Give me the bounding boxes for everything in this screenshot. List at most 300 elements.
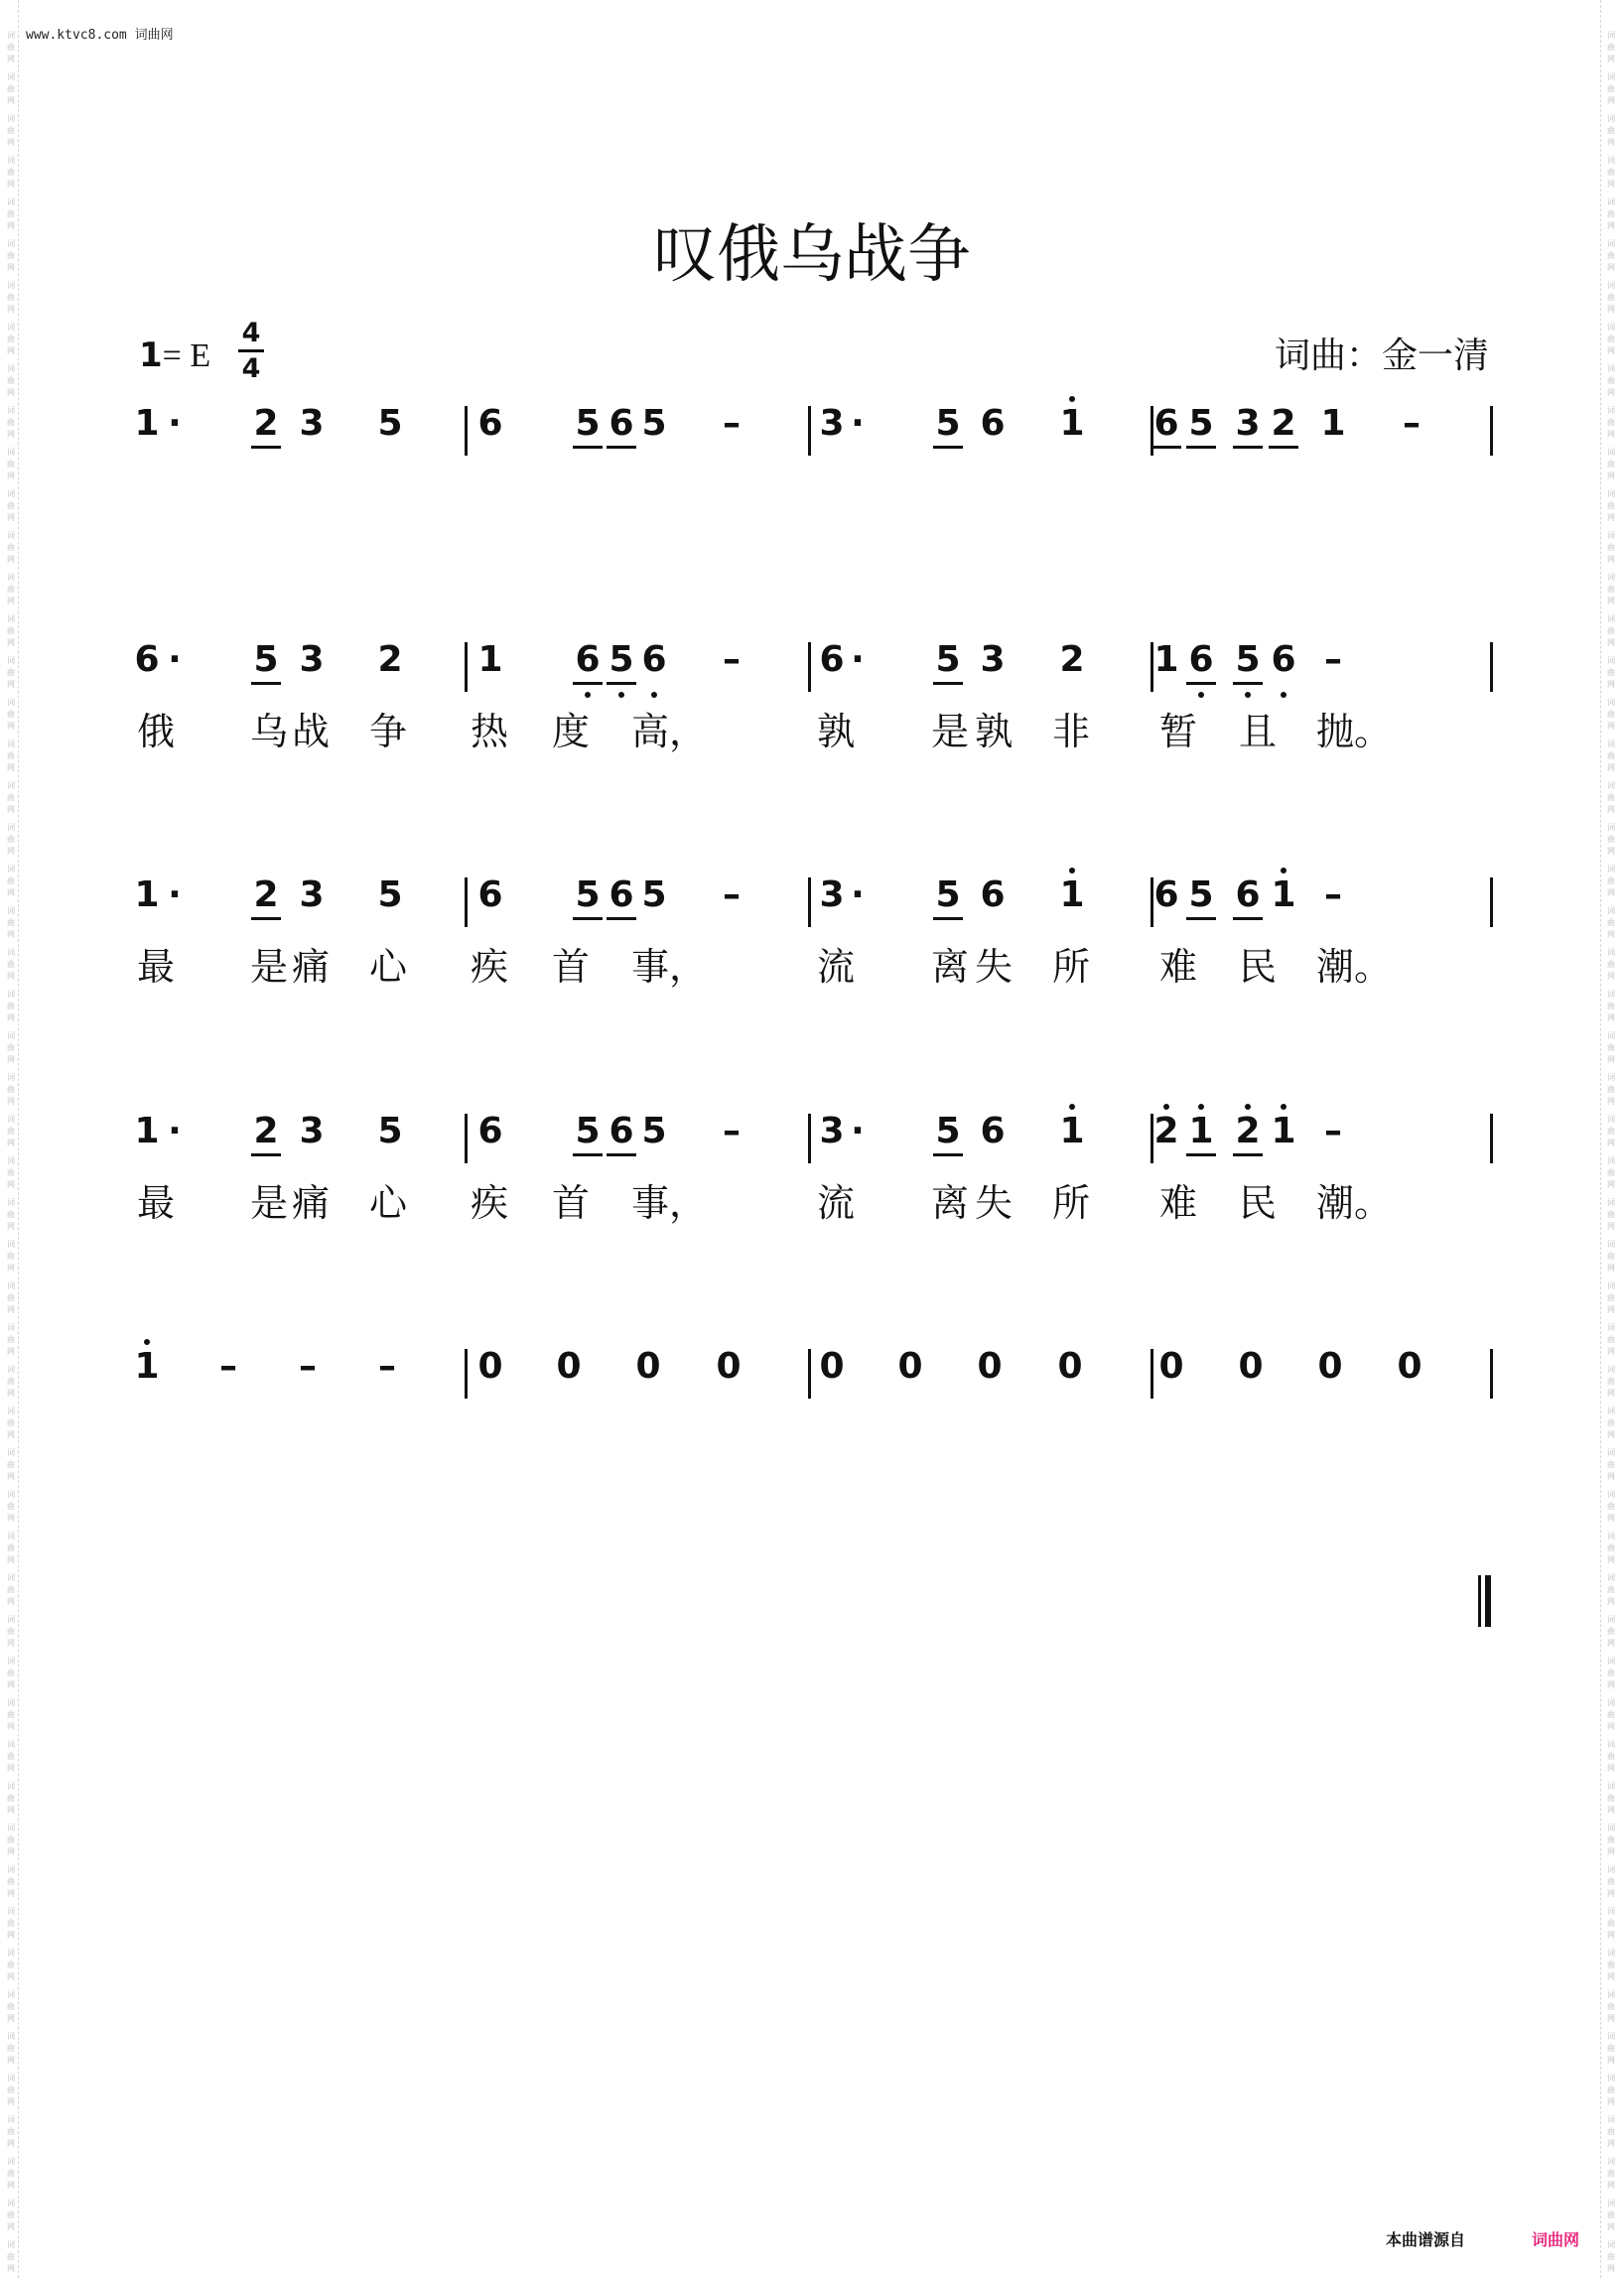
side-watermark-text: 词曲网: [7, 406, 15, 439]
barline: [465, 877, 468, 927]
side-watermark-text: 词曲网: [7, 1573, 15, 1606]
note: 1: [134, 1111, 160, 1151]
note: 5: [377, 874, 403, 915]
note: 3: [299, 403, 325, 444]
side-watermark-text: 词曲网: [1607, 2032, 1615, 2065]
side-watermark-text: 词曲网: [1607, 1907, 1615, 1940]
note: 5: [641, 1111, 667, 1151]
barline: [465, 406, 468, 456]
side-watermark-text: 词曲网: [7, 1281, 15, 1314]
side-watermark-text: 词曲网: [7, 573, 15, 605]
lyric-syllable: 是: [250, 945, 289, 989]
barline: [1150, 1349, 1153, 1399]
side-watermark-text: 词曲网: [1607, 239, 1615, 272]
note: 2: [251, 402, 281, 449]
side-watermark-text: 词曲网: [1607, 1365, 1615, 1398]
octave-dot-above: [1198, 1104, 1204, 1110]
key-signature: [139, 335, 210, 375]
note: 6: [1151, 402, 1181, 449]
final-barline-thick: [1485, 1575, 1491, 1627]
note: 2: [1269, 402, 1298, 449]
note: 3: [819, 874, 845, 915]
note: 6: [1271, 639, 1296, 680]
augmentation-dot: ·: [851, 1111, 865, 1151]
octave-dot-below: [1281, 692, 1286, 698]
side-watermark-text: 词曲网: [7, 1698, 15, 1731]
side-watermark-text: 词曲网: [7, 531, 15, 564]
note: 0: [897, 1346, 923, 1387]
side-watermark-text: 词曲网: [7, 1365, 15, 1398]
octave-dot-above: [1069, 868, 1075, 873]
side-watermark-text: 词曲网: [1607, 198, 1615, 230]
note: 5: [641, 403, 667, 444]
note: 6: [980, 1111, 1006, 1151]
side-watermark-text: 词曲网: [1607, 614, 1615, 647]
note: –: [299, 1346, 317, 1387]
source-site-link[interactable]: 词曲网: [1532, 2230, 1580, 2249]
side-watermark-text: 词曲网: [7, 990, 15, 1022]
lyric-syllable: 潮。: [1316, 945, 1393, 989]
lyric-syllable: 流: [817, 1181, 856, 1225]
barline: [465, 1349, 468, 1399]
note: 1: [1059, 403, 1085, 444]
barline: [1490, 406, 1493, 456]
note: 5: [933, 873, 963, 920]
note: 6: [477, 403, 503, 444]
note: 5: [377, 403, 403, 444]
side-watermark-text: 词曲网: [1607, 823, 1615, 856]
barline: [1490, 1349, 1493, 1399]
side-watermark-text: 词曲网: [1607, 1490, 1615, 1523]
note: 3: [819, 403, 845, 444]
lyric-syllable: 暂: [1159, 710, 1198, 753]
time-signature-bottom: 4: [241, 353, 261, 384]
side-watermark-text: 词曲网: [7, 1490, 15, 1523]
note: 1: [477, 639, 503, 680]
lyric-syllable: 首: [552, 1181, 591, 1225]
side-watermark-text: 词曲网: [7, 698, 15, 731]
note: –: [1324, 1111, 1342, 1151]
note: –: [1403, 403, 1421, 444]
side-watermark-text: 词曲网: [1607, 1407, 1615, 1439]
note: 3: [819, 1111, 845, 1151]
side-watermark-text: 词曲网: [7, 198, 15, 230]
side-watermark-text: 词曲网: [1607, 281, 1615, 314]
lyric-syllable: 且: [1239, 710, 1278, 753]
lyric-syllable: 度: [552, 710, 591, 753]
note: 3: [980, 639, 1006, 680]
note: 6: [1233, 873, 1263, 920]
note: 1: [1271, 1111, 1296, 1151]
lyric-syllable: 抛。: [1316, 710, 1393, 753]
lyric-syllable: 孰: [817, 710, 856, 753]
side-watermark-text: 词曲网: [1607, 739, 1615, 772]
side-watermark-text: 词曲网: [7, 1323, 15, 1356]
lyric-syllable: 所: [1052, 1181, 1091, 1225]
note: 1: [134, 1346, 160, 1387]
side-watermark-text: 词曲网: [7, 865, 15, 897]
side-watermark-text: 词曲网: [1607, 1740, 1615, 1773]
note: 1: [1320, 403, 1346, 444]
side-watermark-text: 词曲网: [1607, 781, 1615, 814]
side-watermark-text: 词曲网: [1607, 1323, 1615, 1356]
side-watermark-text: 词曲网: [7, 2240, 15, 2273]
note: 0: [1317, 1346, 1343, 1387]
lyric-syllable: 潮。: [1316, 1181, 1393, 1225]
side-watermark-text: 词曲网: [7, 1782, 15, 1814]
note: 6: [1186, 638, 1216, 685]
side-watermark-text: 词曲网: [7, 1115, 15, 1147]
side-watermark-text: 词曲网: [1607, 1615, 1615, 1648]
side-watermark-text: 词曲网: [7, 114, 15, 147]
lyric-syllable: 首: [552, 945, 591, 989]
note: 3: [299, 874, 325, 915]
side-watermark-text: 词曲网: [1607, 1573, 1615, 1606]
lyric-syllable: 是: [250, 1181, 289, 1225]
augmentation-dot: ·: [168, 403, 182, 444]
lyric-syllable: 事，: [631, 1181, 708, 1225]
note: 2: [1233, 1110, 1263, 1156]
side-watermark-text: 词曲网: [7, 1031, 15, 1064]
note: 6: [477, 1111, 503, 1151]
side-watermark-text: 词曲网: [7, 1532, 15, 1564]
note: 5: [607, 638, 636, 685]
note: 5: [1186, 402, 1216, 449]
note: 1: [1059, 1111, 1085, 1151]
lyric-syllable: 疾: [471, 945, 509, 989]
note: –: [723, 403, 741, 444]
note: 6: [607, 1110, 636, 1156]
time-signature-top: 4: [241, 318, 261, 348]
final-barline-thin: [1478, 1575, 1481, 1627]
octave-dot-below: [1198, 692, 1204, 698]
lyric-syllable: 心: [369, 945, 408, 989]
side-watermark-text: 词曲网: [1607, 2240, 1615, 2273]
side-watermark-text: 词曲网: [1607, 1782, 1615, 1814]
side-watermark-text: 词曲网: [1607, 1657, 1615, 1689]
note: 2: [251, 873, 281, 920]
lyric-syllable: 孰: [975, 710, 1014, 753]
note: 6: [641, 639, 667, 680]
augmentation-dot: ·: [851, 874, 865, 915]
note: 1: [134, 874, 160, 915]
note: 0: [635, 1346, 661, 1387]
note: 6: [607, 402, 636, 449]
note: 0: [1397, 1346, 1422, 1387]
side-watermark-text: 词曲网: [7, 1198, 15, 1231]
octave-dot-above: [1069, 396, 1075, 402]
side-watermark-text: 词曲网: [7, 823, 15, 856]
side-watermark-text: 词曲网: [7, 1448, 15, 1481]
side-watermark-text: 词曲网: [1607, 1115, 1615, 1147]
lyric-syllable: 乌: [250, 710, 289, 753]
side-watermark-text: 词曲网: [7, 2032, 15, 2065]
key-name: = E: [162, 337, 211, 374]
note: 0: [477, 1346, 503, 1387]
note: –: [1324, 639, 1342, 680]
song-title: 叹俄乌战争: [653, 218, 971, 292]
note: 5: [933, 638, 963, 685]
lyric-syllable: 难: [1159, 945, 1198, 989]
side-watermark-text: 词曲网: [7, 364, 15, 397]
octave-dot-above: [1069, 1104, 1075, 1110]
credit-line: 词曲：金一清: [1274, 335, 1489, 376]
side-watermark-text: 词曲网: [7, 281, 15, 314]
lyric-syllable: 是: [931, 710, 970, 753]
side-watermark-text: 词曲网: [7, 2115, 15, 2148]
side-watermark-text: 词曲网: [7, 1240, 15, 1273]
note: 5: [933, 1110, 963, 1156]
score-system: [0, 1345, 1624, 1494]
side-watermark-text: 词曲网: [7, 1948, 15, 1981]
side-watermark-text: 词曲网: [1607, 2115, 1615, 2148]
side-watermark-text: 词曲网: [7, 448, 15, 480]
lyric-syllable: 最: [137, 945, 176, 989]
side-watermark-text: 词曲网: [7, 2199, 15, 2231]
lyric-syllable: 事，: [631, 945, 708, 989]
side-watermark-text: 词曲网: [7, 156, 15, 189]
side-watermark-text: 词曲网: [1607, 698, 1615, 731]
lyric-syllable: 流: [817, 945, 856, 989]
lyric-syllable: 痛: [292, 1181, 331, 1225]
barline: [808, 406, 811, 456]
side-watermark-text: 词曲网: [1607, 2157, 1615, 2190]
note: 2: [377, 639, 403, 680]
side-watermark-text: 词曲网: [7, 2157, 15, 2190]
barline: [808, 642, 811, 692]
lyric-syllable: 非: [1052, 710, 1091, 753]
note: 3: [299, 639, 325, 680]
side-watermark-text: 词曲网: [7, 1907, 15, 1940]
note: 6: [477, 874, 503, 915]
note: –: [1324, 874, 1342, 915]
side-watermark-text: 词曲网: [7, 906, 15, 939]
octave-dot-below: [585, 692, 591, 698]
barline: [1490, 877, 1493, 927]
note: 5: [573, 1110, 603, 1156]
barline: [1150, 642, 1153, 692]
lyric-syllable: 所: [1052, 945, 1091, 989]
side-watermark-text: 词曲网: [1607, 114, 1615, 147]
side-watermark-text: 词曲网: [7, 239, 15, 272]
side-watermark-text: 词曲网: [1607, 2074, 1615, 2106]
side-watermark-text: 词曲网: [1607, 448, 1615, 480]
barline: [808, 877, 811, 927]
lyric-syllable: 失: [975, 1181, 1014, 1225]
side-watermark-text: 词曲网: [1607, 1240, 1615, 1273]
note: 5: [377, 1111, 403, 1151]
note: –: [219, 1346, 237, 1387]
barline: [808, 1114, 811, 1163]
octave-dot-above: [1245, 1104, 1251, 1110]
side-watermark-text: 词曲网: [7, 948, 15, 981]
lyric-syllable: 痛: [292, 945, 331, 989]
side-watermark-text: 词曲网: [1607, 364, 1615, 397]
octave-dot-above: [1281, 868, 1286, 873]
side-watermark-text: 词曲网: [7, 1407, 15, 1439]
side-watermark-text: 词曲网: [7, 1073, 15, 1106]
side-watermark-text: 词曲网: [1607, 1698, 1615, 1731]
note: 5: [573, 873, 603, 920]
note: 5: [641, 874, 667, 915]
lyric-syllable: 争: [369, 710, 408, 753]
note: 3: [299, 1111, 325, 1151]
side-watermark-text: 词曲网: [1607, 1948, 1615, 1981]
augmentation-dot: ·: [168, 1111, 182, 1151]
side-watermark-text: 词曲网: [1607, 1031, 1615, 1064]
augmentation-dot: ·: [851, 403, 865, 444]
lyric-syllable: 民: [1239, 945, 1278, 989]
side-watermark-text: 词曲网: [7, 1657, 15, 1689]
barline: [465, 642, 468, 692]
side-watermark-text: 词曲网: [7, 656, 15, 689]
side-watermark-text: 词曲网: [7, 1156, 15, 1189]
barline: [808, 1349, 811, 1399]
note: 6: [980, 874, 1006, 915]
side-watermark-text: 词曲网: [7, 1823, 15, 1856]
side-watermark-text: 词曲网: [1607, 1823, 1615, 1856]
side-watermark-text: 词曲网: [1607, 1990, 1615, 2023]
note: 6: [1153, 874, 1179, 915]
source-label: 本曲谱源自: [1386, 2230, 1466, 2249]
note: 0: [1158, 1346, 1184, 1387]
lyric-syllable: 离: [931, 1181, 970, 1225]
side-watermark-text: 词曲网: [1607, 323, 1615, 355]
site-url-header: www.ktvc8.com 词曲网: [26, 28, 174, 43]
side-watermark-text: 词曲网: [7, 614, 15, 647]
augmentation-dot: ·: [851, 639, 865, 680]
side-watermark-text: 词曲网: [1607, 1073, 1615, 1106]
lyric-syllable: 战: [292, 710, 331, 753]
side-watermark-text: 词曲网: [7, 739, 15, 772]
octave-dot-above: [144, 1339, 150, 1345]
side-watermark-text: 词曲网: [7, 72, 15, 105]
side-watermark-text: 词曲网: [7, 489, 15, 522]
note: 2: [251, 1110, 281, 1156]
note: 2: [1059, 639, 1085, 680]
lyric-syllable: 心: [369, 1181, 408, 1225]
note: 5: [1233, 638, 1263, 685]
side-watermark-text: 词曲网: [1607, 573, 1615, 605]
lyric-syllable: 俄: [137, 710, 176, 753]
note: –: [723, 639, 741, 680]
key-tonic: 1: [139, 335, 163, 375]
note: 5: [933, 402, 963, 449]
octave-dot-below: [618, 692, 624, 698]
note: 1: [1059, 874, 1085, 915]
side-watermark-text: 词曲网: [7, 1865, 15, 1898]
score-system: [0, 638, 1624, 787]
side-watermark-text: 词曲网: [1607, 656, 1615, 689]
barline: [1150, 1114, 1153, 1163]
barline: [1150, 877, 1153, 927]
lyric-syllable: 失: [975, 945, 1014, 989]
final-barline: [1478, 1575, 1492, 1627]
lyric-syllable: 高，: [631, 710, 708, 753]
note: 6: [134, 639, 160, 680]
octave-dot-above: [1163, 1104, 1169, 1110]
note: 0: [556, 1346, 582, 1387]
note: 0: [1057, 1346, 1083, 1387]
side-watermark-text: 词曲网: [1607, 906, 1615, 939]
barline: [1150, 406, 1153, 456]
side-watermark-text: 词曲网: [1607, 489, 1615, 522]
lyric-syllable: 难: [1159, 1181, 1198, 1225]
side-watermark-text: 词曲网: [1607, 31, 1615, 64]
note: 1: [1186, 1110, 1216, 1156]
lyric-syllable: 离: [931, 945, 970, 989]
note: 6: [819, 639, 845, 680]
note: –: [723, 1111, 741, 1151]
side-watermark-text: 词曲网: [7, 1740, 15, 1773]
lyric-syllable: 最: [137, 1181, 176, 1225]
note: 6: [573, 638, 603, 685]
side-watermark-text: 词曲网: [1607, 1156, 1615, 1189]
score-system: [0, 402, 1624, 551]
octave-dot-above: [1281, 1104, 1286, 1110]
augmentation-dot: ·: [168, 874, 182, 915]
note: –: [378, 1346, 396, 1387]
note: 0: [977, 1346, 1003, 1387]
octave-dot-below: [651, 692, 657, 698]
side-watermark-text: 词曲网: [1607, 948, 1615, 981]
side-watermark-text: 词曲网: [7, 31, 15, 64]
note: 2: [1153, 1111, 1179, 1151]
side-watermark-text: 词曲网: [1607, 1281, 1615, 1314]
note: 0: [1238, 1346, 1264, 1387]
side-watermark-text: 词曲网: [7, 781, 15, 814]
side-watermark-text: 词曲网: [7, 1615, 15, 1648]
octave-dot-below: [1245, 692, 1251, 698]
side-watermark-text: 词曲网: [1607, 1532, 1615, 1564]
barline: [1490, 1114, 1493, 1163]
side-watermark-text: 词曲网: [7, 1990, 15, 2023]
side-watermark-text: 词曲网: [7, 323, 15, 355]
lyric-syllable: 民: [1239, 1181, 1278, 1225]
lyric-syllable: 热: [471, 710, 509, 753]
side-watermark-text: 词曲网: [1607, 1198, 1615, 1231]
note: 6: [607, 873, 636, 920]
note: 6: [980, 403, 1006, 444]
time-signature: [238, 320, 264, 383]
side-watermark-text: 词曲网: [7, 2074, 15, 2106]
note: 0: [716, 1346, 742, 1387]
score-system: [0, 1110, 1624, 1259]
side-watermark-text: 词曲网: [1607, 531, 1615, 564]
side-watermark-text: 词曲网: [1607, 156, 1615, 189]
note: –: [723, 874, 741, 915]
barline: [1490, 642, 1493, 692]
note: 1: [134, 403, 160, 444]
side-watermark-text: 词曲网: [1607, 865, 1615, 897]
note: 1: [1153, 639, 1179, 680]
side-watermark-text: 词曲网: [1607, 2199, 1615, 2231]
note: 5: [573, 402, 603, 449]
time-signature-rule: [238, 349, 264, 352]
note: 0: [819, 1346, 845, 1387]
note: 3: [1233, 402, 1263, 449]
side-watermark-text: 词曲网: [1607, 1448, 1615, 1481]
side-watermark-text: 词曲网: [1607, 406, 1615, 439]
note: 5: [1186, 873, 1216, 920]
augmentation-dot: ·: [168, 639, 182, 680]
score-system: [0, 873, 1624, 1022]
note: 5: [251, 638, 281, 685]
side-watermark-text: 词曲网: [1607, 72, 1615, 105]
note: 1: [1271, 874, 1296, 915]
lyric-syllable: 疾: [471, 1181, 509, 1225]
side-watermark-text: 词曲网: [1607, 990, 1615, 1022]
